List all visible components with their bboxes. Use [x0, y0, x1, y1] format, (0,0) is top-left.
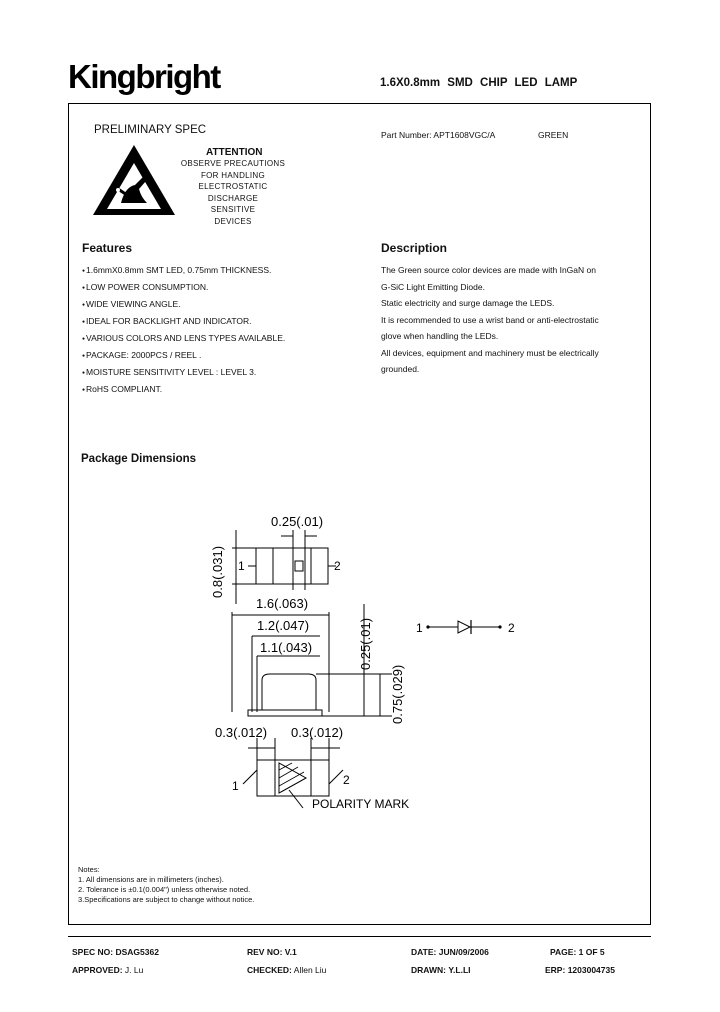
- esd-line: FOR HANDLING: [200, 170, 266, 180]
- esd-line: SENSITIVE: [210, 205, 256, 214]
- dim-pad-right: 0.3(.012): [291, 725, 344, 740]
- polarity-triangle: [279, 763, 306, 793]
- footer-spec-no-value: DSAG5362: [115, 947, 159, 957]
- description-heading: Description: [381, 241, 448, 255]
- footer-checked: [247, 965, 326, 975]
- note-line: 2. Tolerance is ±0.1(0.004") unless otherwise noted.: [78, 885, 251, 894]
- features-heading: Features: [82, 241, 133, 255]
- description-line: It is recommended to use a wrist band or anti-electrostatic: [381, 314, 599, 325]
- footer-divider: [68, 936, 651, 937]
- dim-height-025: 0.25(.01): [358, 617, 373, 670]
- dim-top-pad: 0.25(.01): [271, 514, 324, 529]
- description-line: The Green source color devices are made with InGaN on: [381, 265, 596, 275]
- footer-drawn: [411, 965, 471, 975]
- footer-drawn-label: DRAWN:: [411, 965, 446, 975]
- footer-approved: [72, 965, 143, 975]
- description-line: grounded.: [381, 364, 420, 374]
- brand-logo: Kingbright: [68, 58, 220, 95]
- footer-page-label: PAGE:: [550, 947, 577, 957]
- footer-erp: [545, 965, 615, 975]
- footer-page: [550, 947, 605, 957]
- feature-item: ● PACKAGE: 2000PCS / REEL .: [82, 347, 285, 364]
- footer-spec-no-label: SPEC NO:: [72, 947, 114, 957]
- feature-item: ● VARIOUS COLORS AND LENS TYPES AVAILABLE.: [82, 330, 285, 347]
- notes-title: Notes:: [78, 865, 100, 874]
- top-pin-1: 1: [238, 559, 245, 573]
- dim-width: 0.8(.031): [210, 545, 225, 598]
- description-line: G-SiC Light Emitting Diode.: [381, 281, 485, 292]
- footer-checked-value: Allen Liu: [293, 965, 327, 975]
- esd-line: DISCHARGE: [207, 193, 259, 203]
- part-number: Part Number: APT1608VGC/A: [381, 130, 496, 140]
- dim-pad-left: 0.3(.012): [215, 725, 268, 740]
- note-line: 3.Specifications are subject to change without notice.: [78, 895, 255, 904]
- footer-date: [411, 947, 489, 957]
- notes: [78, 865, 254, 905]
- footer-page-value: 1 OF 5: [578, 947, 605, 957]
- schematic-pin-1: 1: [416, 621, 423, 635]
- spec-status: PRELIMINARY SPEC: [94, 124, 207, 136]
- description-line: All devices, equipment and machinery must be electrically: [381, 347, 599, 358]
- feature-item: ● LOW POWER CONSUMPTION.: [82, 279, 285, 296]
- top-pin-2: 2: [334, 559, 341, 573]
- footer-drawn-value: Y.L.LI: [448, 965, 471, 975]
- dim-length-11: 1.1(.043): [260, 640, 313, 655]
- dim-length-16: 1.6(.063): [256, 596, 309, 611]
- side-view-lens: [262, 674, 316, 710]
- feature-item: ● RoHS COMPLIANT.: [82, 381, 285, 398]
- feature-item: ● MOISTURE SENSITIVITY LEVEL : LEVEL 3.: [82, 364, 285, 381]
- footer-rev: [247, 947, 297, 957]
- footer-rev-label: REV NO:: [247, 947, 283, 957]
- feature-item: ● 1.6mmX0.8mm SMT LED, 0.75mm THICKNESS.: [82, 262, 285, 279]
- footer-erp-value: 1203004735: [567, 965, 615, 975]
- esd-line: ELECTROSTATIC: [198, 182, 268, 191]
- footer-date-label: DATE:: [411, 947, 437, 957]
- footer-erp-label: ERP:: [545, 965, 566, 975]
- footer-spec-no: [72, 947, 159, 957]
- description-line: Static electricity and surge damage the LEDS.: [381, 298, 555, 308]
- feature-item: ● IDEAL FOR BACKLIGHT AND INDICATOR.: [82, 313, 285, 330]
- part-color: GREEN: [538, 130, 569, 140]
- dim-height-075: 0.75(.029): [390, 664, 405, 724]
- schematic-pin-2: 2: [508, 621, 515, 635]
- bottom-pin-1: 1: [232, 779, 239, 793]
- esd-attention-title: ATTENTION: [206, 147, 263, 158]
- note-line: 1. All dimensions are in millimeters (inches).: [78, 875, 224, 884]
- dim-length-12: 1.2(.047): [257, 618, 310, 633]
- footer-checked-label: CHECKED:: [247, 965, 292, 975]
- feature-item: ● WIDE VIEWING ANGLE.: [82, 296, 285, 313]
- bottom-pin-2: 2: [343, 773, 350, 787]
- package-dimensions-heading: Package Dimensions: [81, 453, 197, 465]
- esd-line: OBSERVE PRECAUTIONS: [180, 159, 286, 168]
- document-title: 1.6X0.8mm SMD CHIP LED LAMP: [380, 77, 578, 89]
- footer-rev-value: V.1: [284, 947, 297, 957]
- footer-approved-value: J. Lu: [124, 965, 144, 975]
- footer-approved-label: APPROVED:: [72, 965, 123, 975]
- description-line: glove when handling the LEDs.: [381, 331, 499, 341]
- esd-line: DEVICES: [214, 216, 252, 226]
- top-view-body: [256, 548, 328, 584]
- footer-date-value: JUN/09/2006: [438, 947, 489, 957]
- polarity-mark-label: POLARITY MARK: [312, 797, 410, 811]
